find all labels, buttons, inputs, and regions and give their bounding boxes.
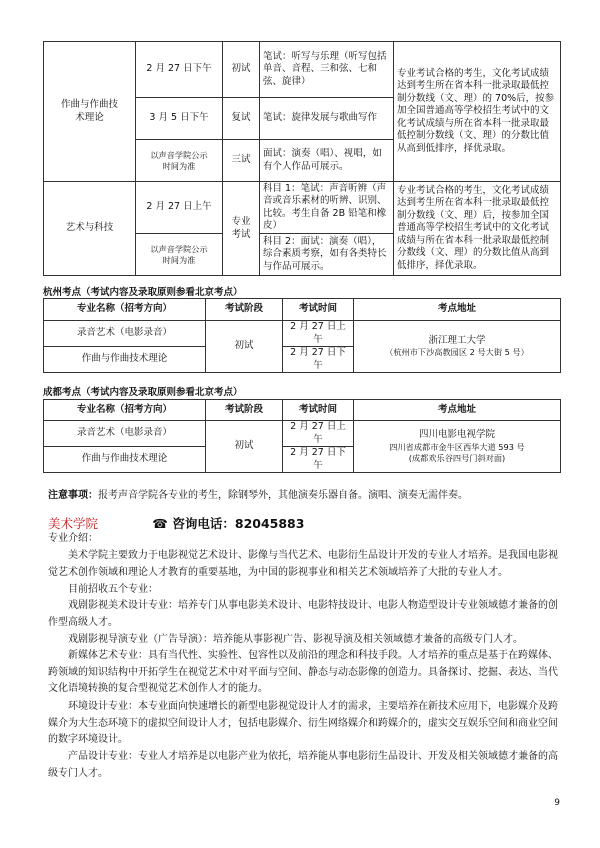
phone-label: 咨询电话： [172, 516, 235, 531]
exam-content: 笔试：旋律发展与歌曲写作 [260, 98, 394, 140]
exam-stage: 初试 [206, 321, 283, 373]
col-header: 考试时间 [283, 299, 354, 321]
notice-text: 报考声音学院各专业的考生，除钢琴外，其他演奏乐器自备。演唱、演奏无需伴奏。 [98, 490, 468, 501]
col-header: 考试时间 [283, 400, 354, 421]
intro-label: 专业介绍： [48, 533, 98, 544]
col-header: 专业名称（招考方向） [44, 400, 206, 421]
notice-label: 注意事项： [48, 490, 98, 501]
exam-time: 3 月 5 日下午 [136, 98, 223, 140]
exam-stage: 复试 [223, 98, 260, 140]
intro-paragraph: 目前招收五个专业： [68, 584, 158, 595]
col-header: 专业名称（招考方向） [44, 299, 206, 321]
notice [48, 486, 468, 501]
exam-time: 2 月 27 日下午 [283, 347, 354, 373]
exam-time: 2 月 27 日上午 [283, 421, 354, 447]
subject-composition: 作曲与作曲技术理论 [44, 42, 136, 182]
telephone-icon: ☎ [152, 516, 168, 531]
exam-stage: 初试 [206, 421, 283, 473]
intro-paragraph: 美术学院主要致力于电影视觉艺术设计、影像与当代艺术、电影衍生品设计开发的专业人才培养。是我国电影视觉艺术创作领域和理论人才教育的重要基地，为中国的影视事业和相关艺术领域培养了大批的专业人才。 [48, 550, 558, 578]
address-name: 四川电影电视学院 [418, 429, 495, 441]
hangzhou-title: 杭州考点（考试内容及录取原则参看北京考点） [43, 287, 243, 298]
exam-time: 2 月 27 日下午 [283, 447, 354, 473]
major-name: 录音艺术（电影录音） [44, 321, 206, 347]
col-header: 考点地址 [354, 400, 561, 421]
chengdu-title: 成都考点（考试内容及录取原则参看北京考点） [43, 387, 243, 398]
major-name: 作曲与作曲技术理论 [44, 347, 206, 373]
intro-paragraph: 戏剧影视导演专业（广告导演）：培养能从事影视广告、影视导演及相关领域德才兼备的高级专门人才。 [68, 634, 523, 645]
address-name: 浙江理工大学 [428, 334, 486, 346]
exam-address [354, 321, 561, 373]
intro-paragraph: 环境设计专业：本专业面向快速增长的新型电影视觉设计人才的需求，主要培养在新技术应用下，电影媒介及跨媒介为大生态环境下的虚拟空间设计人才，包括电影媒介、衍生网络媒介和跨媒介的，虚实交互娱乐空间和商业空间的数字环境设计。 [48, 701, 558, 746]
page-number: 9 [554, 798, 560, 808]
exam-content: 科目 1：笔试：声音听辨（声音或音乐素材的听辨、识别、比较。考生自备 2B 铅笔和橡皮） [260, 182, 394, 234]
address-line: (成都欢乐谷四号门斜对面) [408, 452, 506, 463]
college-name: 美术学院 [48, 516, 99, 531]
exam-time: 以声音学院公示时间为准 [136, 234, 223, 276]
exam-time: 以声音学院公示时间为准 [136, 140, 223, 182]
exam-time: 2 月 27 日上午 [136, 182, 223, 234]
exam-time: 2 月 27 日下午 [136, 42, 223, 98]
beijing-exam-table [43, 41, 561, 276]
exam-content: 面试：演奏（唱）、视唱，如有个人作品可展示。 [260, 140, 394, 182]
exam-address [354, 421, 561, 473]
address-line: 四川省成都市金牛区西华大道 593 号 [389, 441, 525, 452]
major-name: 作曲与作曲技术理论 [44, 447, 206, 473]
exam-content: 科目 2：面试：演奏（唱），综合素质考察，如有各类特长与作品可展示。 [260, 234, 394, 276]
admission-rule: 专业考试合格的考生，文化考试成绩达到考生所在省本科一批录取最低控制分数线（文、理）的 70%后，按参加全国普通高等学校招生考试中的文化考试成绩与所在省本科一批录取最低控制分数线（文、理）的分数比值从高到低排序，择优录取。 [394, 42, 561, 182]
col-header: 考点地址 [354, 299, 561, 321]
exam-content: 笔试：听写与乐理（听写包括单音、音程、三和弦、七和弦、旋律） [260, 42, 394, 98]
exam-time: 2 月 27 日上午 [283, 321, 354, 347]
major-name: 录音艺术（电影录音） [44, 421, 206, 447]
hangzhou-table [43, 298, 561, 373]
admission-rule: 专业考试合格的考生，文化考试成绩达到考生所在省本科一批录取最低控制分数线（文、理）后，按参加全国普通高等学校招生考试中的文化考试成绩与所在省本科一批录取最低控制分数线（文、理）的分数比值从高到低排序，择优录取。 [394, 182, 561, 276]
phone-number: 82045883 [234, 516, 305, 531]
chengdu-table [43, 399, 561, 473]
subject-art-tech: 艺术与科技 [44, 182, 136, 276]
address-detail: （杭州市下沙高教园区 2 号大街 5 号） [385, 347, 529, 358]
intro-paragraph: 戏剧影视美术设计专业：培养专门从事电影美术设计、电影特技设计、电影人物造型设计专业领域德才兼备的创作型高级人才。 [48, 600, 558, 628]
exam-stage: 三试 [223, 140, 260, 182]
exam-stage: 初试 [223, 42, 260, 98]
col-header: 考试阶段 [206, 400, 283, 421]
intro-paragraph: 产品设计专业：专业人才培养是以电影产业为依托，培养能从事电影衍生品设计、开发及相关领域德才兼备的高级专门人才。 [48, 751, 558, 779]
intro-paragraph: 新媒体艺术专业：具有当代性、实验性、包容性以及前沿的理念和科技手段。人才培养的重点是基于在跨媒体、跨领域的知识结构中开拓学生在视觉艺术中对平面与空间、静态与动态影像的创造力。具备探讨、挖掘、表达、当代文化语境转换的复合型视觉艺术创作人才的能力。 [48, 650, 558, 695]
exam-stage: 专业考试 [223, 182, 260, 276]
col-header: 考试阶段 [206, 299, 283, 321]
phone-line [152, 514, 304, 532]
